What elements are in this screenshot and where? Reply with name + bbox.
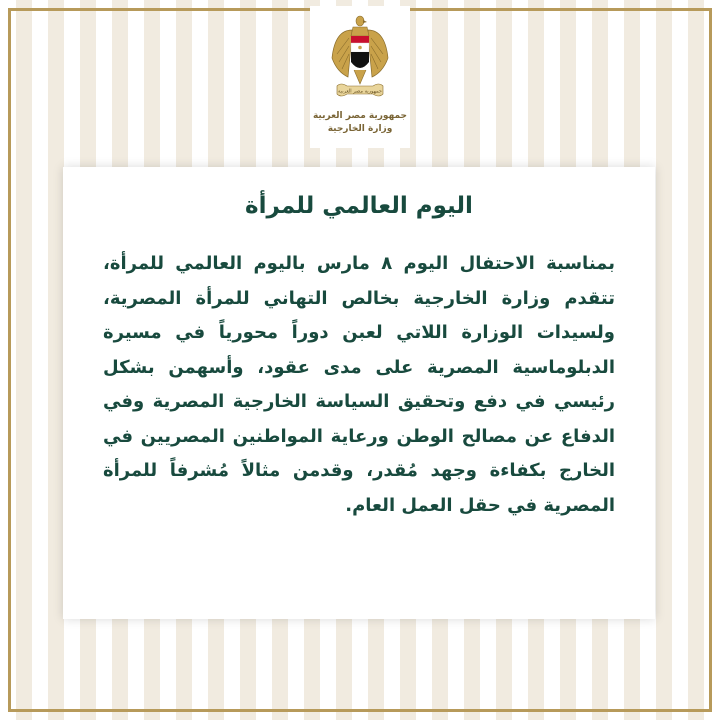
statement-card xyxy=(63,167,655,619)
country-name: جمهورية مصر العربية xyxy=(312,111,408,121)
eagle-emblem-icon xyxy=(329,14,391,110)
statement-body: بمناسبة الاحتفال اليوم ٨ مارس باليوم العالمي للمرأة، تتقدم وزارة الخارجية بخالص التهاني للمرأة المصرية، ولسيدات الوزارة اللاتي لعبن دوراً محورياً في مسيرة الدبلوماسية المصرية على مدى عقود، وأسهمن بشكل رئيسي في دفع وتحقيق السياسة الخارجية المصرية وفي الدفاع عن مصالح الوطن ورعاية المواطنين المصريين في الخارج بكفاءة وجهد مُقدر، وقدمن مثالاً مُشرفاً للمرأة المصرية في حقل العمل العام. xyxy=(103,253,615,516)
ministry-name: وزارة الخارجية xyxy=(327,124,393,134)
ministry-header xyxy=(310,6,410,148)
emblem-scroll-text: جمهورية مصر العربية xyxy=(338,88,382,95)
page-title: اليوم العالمي للمرأة xyxy=(245,193,473,219)
